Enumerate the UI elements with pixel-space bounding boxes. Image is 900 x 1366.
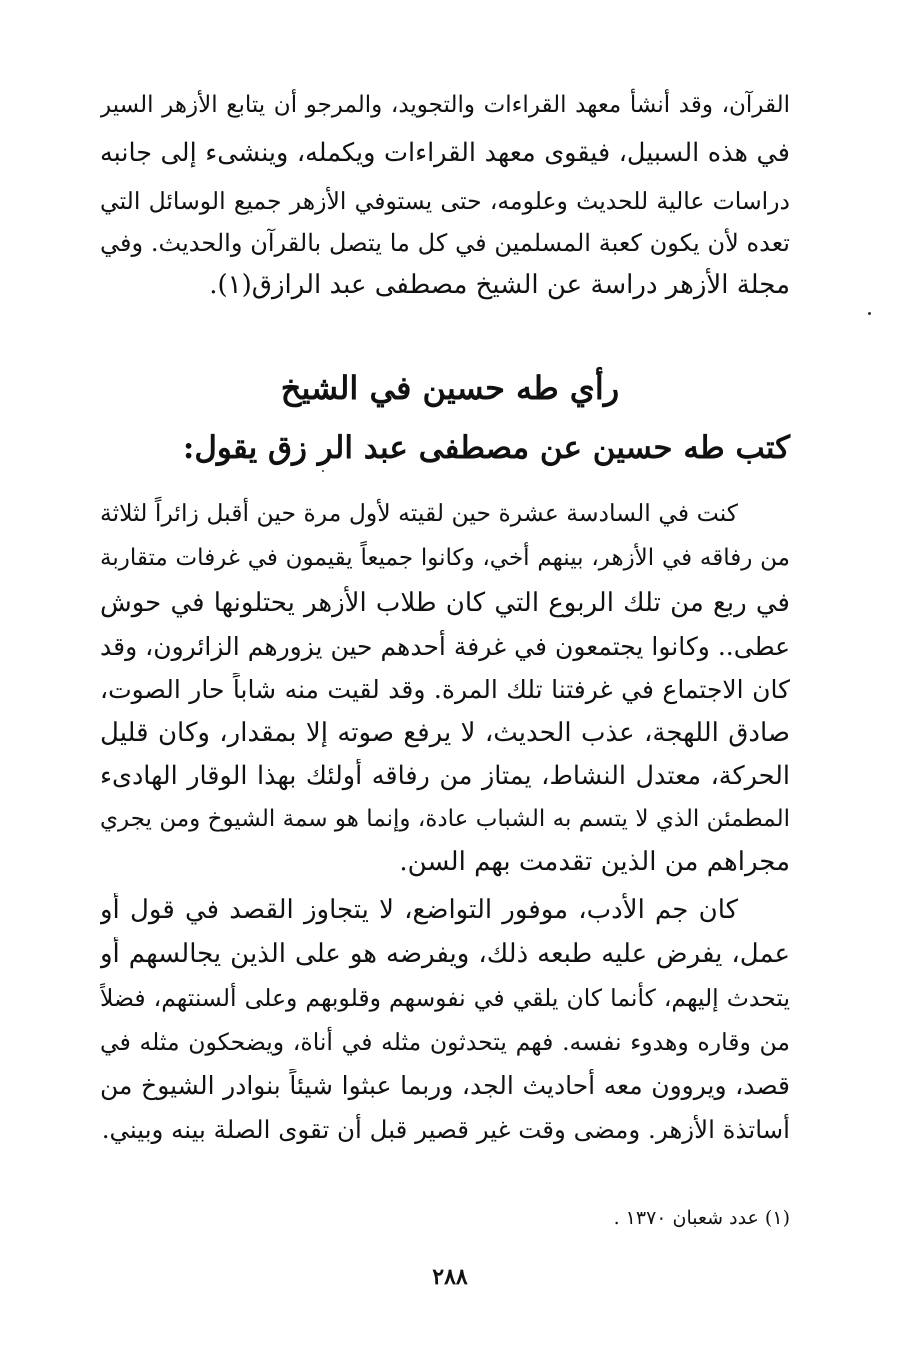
section-subheading: كتب طه حسين عن مصطفى عبد الر زق يقول:: [182, 430, 790, 466]
paragraph-2-line-5: كان الاجتماع في غرفتنا تلك المرة. وقد لقيت منه شاباً حار الصوت،: [100, 675, 790, 704]
page-number: ٢٨٨: [432, 1264, 468, 1290]
paragraph-3-line-5: قصد، ويروون معه أحاديث الجد، وربما عبثوا شيئاً بنوادر الشيوخ من: [100, 1071, 790, 1100]
paragraph-3-line-2: عمل، يفرض عليه طبعه ذلك، ويفرضه هو على الذين يجالسهم أو: [100, 939, 790, 969]
scan-speck: [322, 470, 324, 472]
paragraph-2-line-2: من رفاقه في الأزهر، بينهم أخي، وكانوا جميعاً يقيمون في غرفات متقاربة: [100, 545, 790, 571]
paragraph-1-line-3: دراسات عالية للحديث وعلومه، حتى يستوفي الأزهر جميع الوسائل التي: [100, 187, 790, 215]
paragraph-1-line-5: مجلة الأزهر دراسة عن الشيخ مصطفى عبد الرازق(١).: [209, 270, 790, 300]
paragraph-3-line-3: يتحدث إليهم، كأنما كان يلقي في نفوسهم وقلوبهم وعلى ألسنتهم، فضلاً: [100, 984, 790, 1012]
paragraph-3-line-6: أساتذة الأزهر. ومضى وقت غير قصير قبل أن تقوى الصلة بينه وبيني.: [101, 1115, 790, 1144]
paragraph-2-line-8: المطمئن الذي لا يتسم به الشباب عادة، وإنما هو سمة الشيوخ ومن يجري: [100, 806, 790, 832]
paragraph-2-line-7: الحركة، معتدل النشاط، يمتاز من رفاقه أولئك بهذا الوقار الهادىء: [100, 761, 790, 791]
paragraph-2-line-3: في ربع من تلك الربوع التي كان طلاب الأزهر يحتلونها في حوش: [100, 588, 790, 618]
paragraph-1-line-2: في هذه السبيل، فيقوى معهد القراءات ويكمله، وينشىء إلى جانبه: [100, 138, 790, 168]
paragraph-1-line-1: القرآن، وقد أنشأ معهد القراءات والتجويد، والمرجو أن يتابع الأزهر السير: [100, 92, 790, 118]
scan-speck: [868, 312, 871, 315]
paragraph-3-line-1: كان جم الأدب، موفور التواضع، لا يتجاوز القصد في قول أو: [100, 895, 738, 925]
paragraph-2-line-6: صادق اللهجة، عذب الحديث، لا يرفع صوته إلا بمقدار، وكان قليل: [100, 718, 790, 748]
section-heading: رأي طه حسين في الشيخ: [280, 369, 620, 407]
paragraph-2-line-4: عطى.. وكانوا يجتمعون في غرفة أحدهم حين يزورهم الزائرون، وقد: [100, 632, 790, 661]
paragraph-2-line-9: مجراهم من الذين تقدمت بهم السن.: [399, 847, 790, 877]
paragraph-3-line-4: من وقاره وهدوء نفسه. فهم يتحدثون مثله في أناة، ويضحكون مثله في: [100, 1028, 790, 1056]
paragraph-2-line-1: كنت في السادسة عشرة حين لقيته لأول مرة حين أقبل زائراً لثلاثة: [100, 499, 738, 527]
paragraph-1-line-4: تعده لأن يكون كعبة المسلمين في كل ما يتصل بالقرآن والحديث. وفي: [100, 229, 790, 257]
footnote: (١) عدد شعبان ١٣٧٠ .: [613, 1207, 790, 1229]
